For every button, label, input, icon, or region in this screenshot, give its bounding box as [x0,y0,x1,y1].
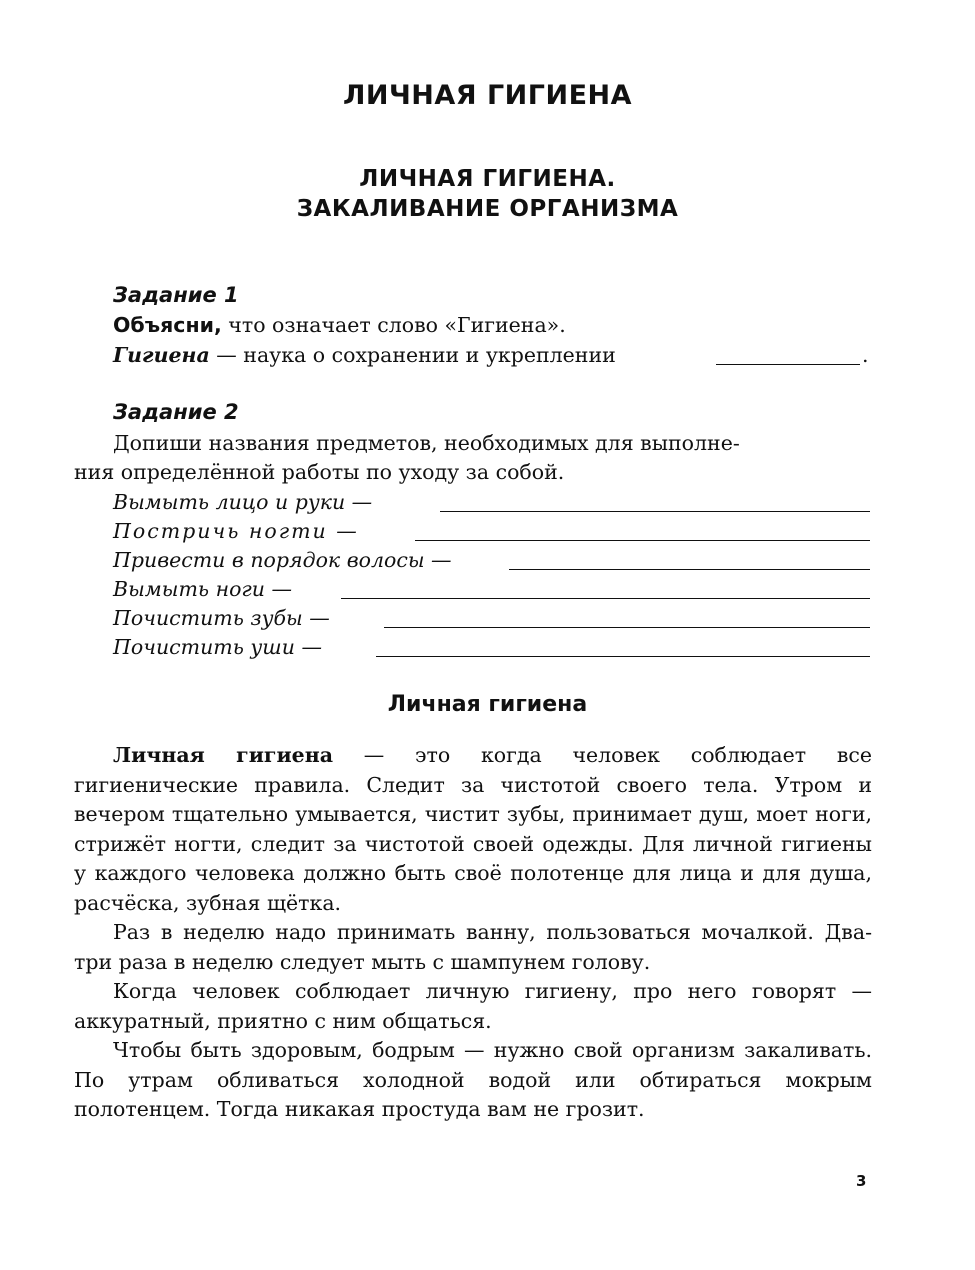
task-1-definition [0,340,975,370]
answer-blank-face-hands[interactable] [440,511,870,512]
task-2-instruction-line-1 [0,428,975,458]
reading-paragraph-3: Когда человек соблюдает личную гигиену, про него говорят — аккуратный, приятно с ним общаться. [74,979,872,1033]
reading-paragraph-1 [74,741,872,918]
answer-blank-definition[interactable] [716,364,860,365]
section-title [0,164,975,224]
task-2-item-label: Почистить зубы — [113,606,330,630]
task-2-item-hair [0,545,975,575]
task-2-item-label: Привести в порядок волосы — [113,548,452,572]
task-1-instruction-verb: Объясни, [113,313,222,337]
reading-paragraph-2: Раз в неделю надо принимать ванну, пользоваться мочалкой. Два-три раза в неделю следует мыть с шампунем голову. [74,920,872,974]
task-2-item-ears [0,632,975,662]
task-2-item-label: Почистить уши — [113,635,322,659]
answer-blank-ears[interactable] [376,656,870,657]
answer-blank-hair[interactable] [509,569,870,570]
reading-paragraph-1-text: — это когда человек соблюдает все гигиенические правила. Следит за чистотой своего тела. Утром и вечером тщательно умывается, чистит зубы, принимает душ, моет ноги, стрижёт ногти, следит за чистотой своей одежды. Для личной гигиены у каждого человека должно быть своё полотенце для лица и для душа, расчёска, зубная щётка. [74,743,872,915]
task-2-instruction-line-2 [0,457,975,487]
answer-blank-teeth[interactable] [384,627,870,628]
task-2-instruction-text-1: Допиши названия предметов, необходимых для выполне- [113,431,740,455]
task-1-definition-text: — наука о сохранении и укреплении [209,343,616,367]
section-title-line-1: ЛИЧНАЯ ГИГИЕНА. [359,166,616,192]
reading-term: Личная гигиена [113,743,334,767]
task-2-item-teeth [0,603,975,633]
reading-paragraph-4: Чтобы быть здоровым, бодрым — нужно свой организм закаливать. По утрам обливаться холодной водой или обтираться мокрым полотенцем. Тогда никакая простуда вам не грозит. [74,1038,872,1121]
task-2-item-nails [0,516,975,546]
task-2-item-face-hands [0,487,975,517]
task-1-title: Задание 1 [113,283,239,307]
task-1-instruction-text: что означает слово «Гигиена». [221,313,566,337]
reading-title: Личная гигиена [387,692,588,717]
task-2-instruction-text-2: ния определённой работы по уходу за собой. [74,460,565,484]
task-2-item-label: Постричь ногти — [113,519,359,543]
task-1-term: Гигиена [113,343,210,367]
task-2-item-feet [0,574,975,604]
task-2-item-label: Вымыть лицо и руки — [113,490,373,514]
answer-blank-nails[interactable] [415,540,870,541]
task-1-instruction [0,310,975,340]
task-1-end-dot: . [862,343,869,367]
task-2-title: Задание 2 [113,400,239,424]
section-title-line-2: ЗАКАЛИВАНИЕ ОРГАНИЗМА [296,196,679,222]
answer-blank-feet[interactable] [341,598,870,599]
reading-text [74,741,872,1125]
page-number: 3 [856,1172,867,1190]
task-2-item-label: Вымыть ноги — [113,577,292,601]
page-title: ЛИЧНАЯ ГИГИЕНА [342,80,633,111]
